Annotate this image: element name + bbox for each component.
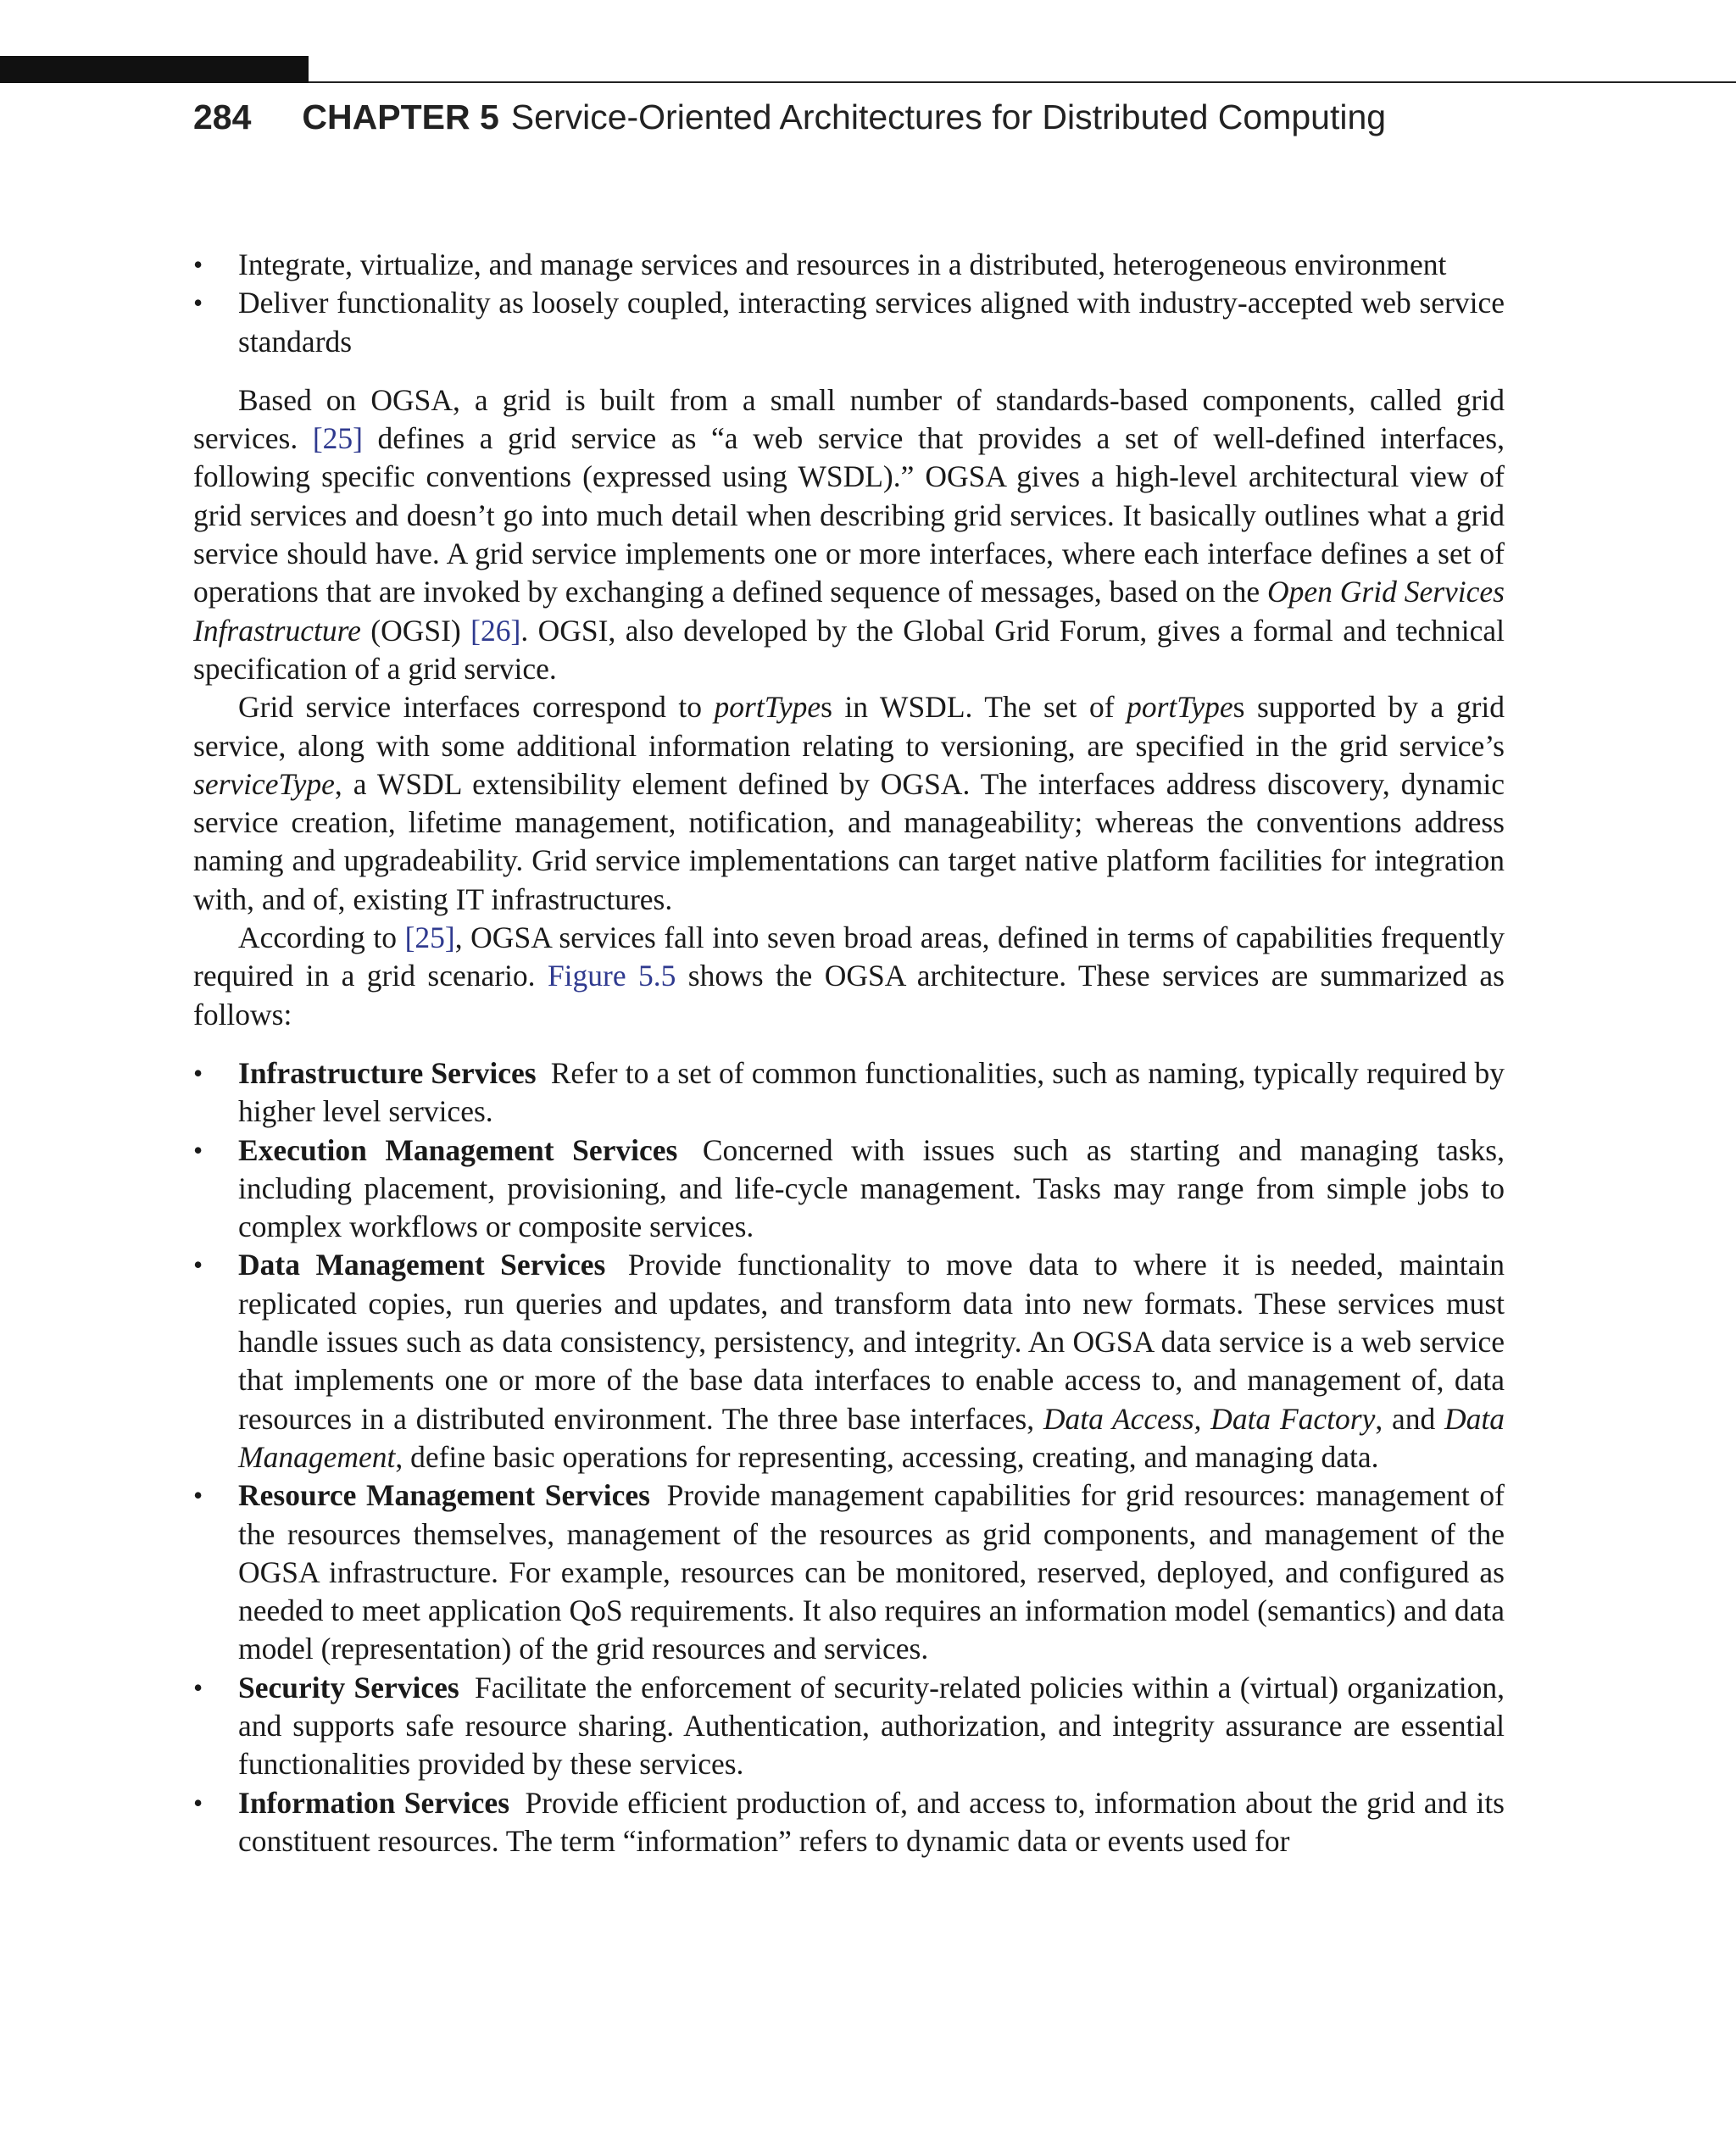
service-term: Data Management Services <box>238 1248 606 1282</box>
citation-link[interactable]: [26] <box>470 613 521 648</box>
paragraph-interfaces: Grid service interfaces correspond to portTypes in WSDL. The set of portTypes supported by a grid service, along with some additional information relating to versioning, are specified in the grid service’s serviceType, a WSDL extensibility element defined by OGSA. The interfaces address discovery, dynamic service creation, lifetime management, notification, and manageability; whereas the conventions address naming and upgradeability. Grid service implementations can target native platform facilities for integration with, and of, existing IT infrastructures. <box>193 690 1505 916</box>
figure-link[interactable]: Figure 5.5 <box>547 959 676 993</box>
service-bullet-list <box>193 1054 1505 1860</box>
chapter-title: Service-Oriented Architectures for Distributed Computing <box>510 97 1387 136</box>
list-item: • Resource Management Services Provide management capabilities for grid resources: management of the resources themselves, management of the resources as grid components, and management of the OGSA infrastructure. For example, resources can be monitored, reserved, deployed, and configured as needed to meet application QoS requirements. It also requires an information model (semantics) and data model (representation) of the grid resources and services. <box>193 1476 1505 1668</box>
header-rule <box>309 81 1736 83</box>
list-item: • Security Services Facilitate the enforcement of security-related policies within a (virtual) organization, and supports safe resource sharing. Authentication, authorization, and integrity assurance are essential functionalities provided by these services. <box>193 1669 1505 1784</box>
service-term: Information Services <box>238 1785 510 1820</box>
running-head <box>193 92 1386 142</box>
service-term: Execution Management Services <box>238 1132 678 1167</box>
list-item: • Execution Management Services Concerned with issues such as starting and managing tasks, including placement, provisioning, and life-cycle management. Tasks may range from simple jobs to complex workflows or composite services. <box>193 1132 1505 1247</box>
page-body <box>193 246 1505 1860</box>
list-item: • Information Services Provide efficient production of, and access to, information about the grid and its constituent resources. The term “information” refers to dynamic data or events used for <box>193 1784 1505 1861</box>
service-term: Infrastructure Services <box>238 1055 537 1090</box>
list-item: • Deliver functionality as loosely coupled, interacting services aligned with industry-accepted web service standards <box>193 284 1505 361</box>
citation-link[interactable]: [25] <box>404 920 455 955</box>
paragraph-grid-services: Based on OGSA, a grid is built from a small number of standards-based components, called grid services. [25] defines a grid service as “a web service that provides a set of well-defined interfaces, following specific conventions (expressed using WSDL).” OGSA gives a high-level architectural view of grid services and doesn’t go into much detail when describing grid services. It basically outlines what a grid service should have. A grid service implements one or more interfaces, where each interface defines a set of operations that are invoked by exchanging a defined sequence of messages, based on the Open Grid Services Infrastructure (OGSI) [26]. OGSI, also developed by the Global Grid Forum, gives a formal and technical specification of a grid service. <box>193 382 1505 686</box>
service-term: Resource Management Services <box>238 1478 650 1513</box>
citation-link[interactable]: [25] <box>312 421 363 456</box>
chapter-label: CHAPTER 5 <box>302 97 499 136</box>
header-bar <box>0 56 309 83</box>
paragraph-service-areas: According to [25], OGSA services fall into seven broad areas, defined in terms of capabilities frequently required in a grid scenario. Figure 5.5 shows the OGSA architecture. These services are summarized as follows: <box>193 920 1505 1032</box>
page-number: 284 <box>193 97 252 136</box>
list-item: • Data Management Services Provide functionality to move data to where it is needed, maintain replicated copies, run queries and updates, and transform data into new formats. These services must handle issues such as data consistency, persistency, and integrity. An OGSA data service is a web service that implements one or more of the base data interfaces to enable access to, and management of, data resources in a distributed environment. The three base interfaces, Data Access, Data Factory, and Data Management, define basic operations for representing, accessing, creating, and managing data. <box>193 1246 1505 1476</box>
list-item: • Integrate, virtualize, and manage services and resources in a distributed, heterogeneous environment <box>193 246 1505 284</box>
service-term: Security Services <box>238 1670 459 1704</box>
intro-bullet-list <box>193 246 1505 361</box>
list-item: • Infrastructure Services Refer to a set of common functionalities, such as naming, typically required by higher level services. <box>193 1054 1505 1132</box>
